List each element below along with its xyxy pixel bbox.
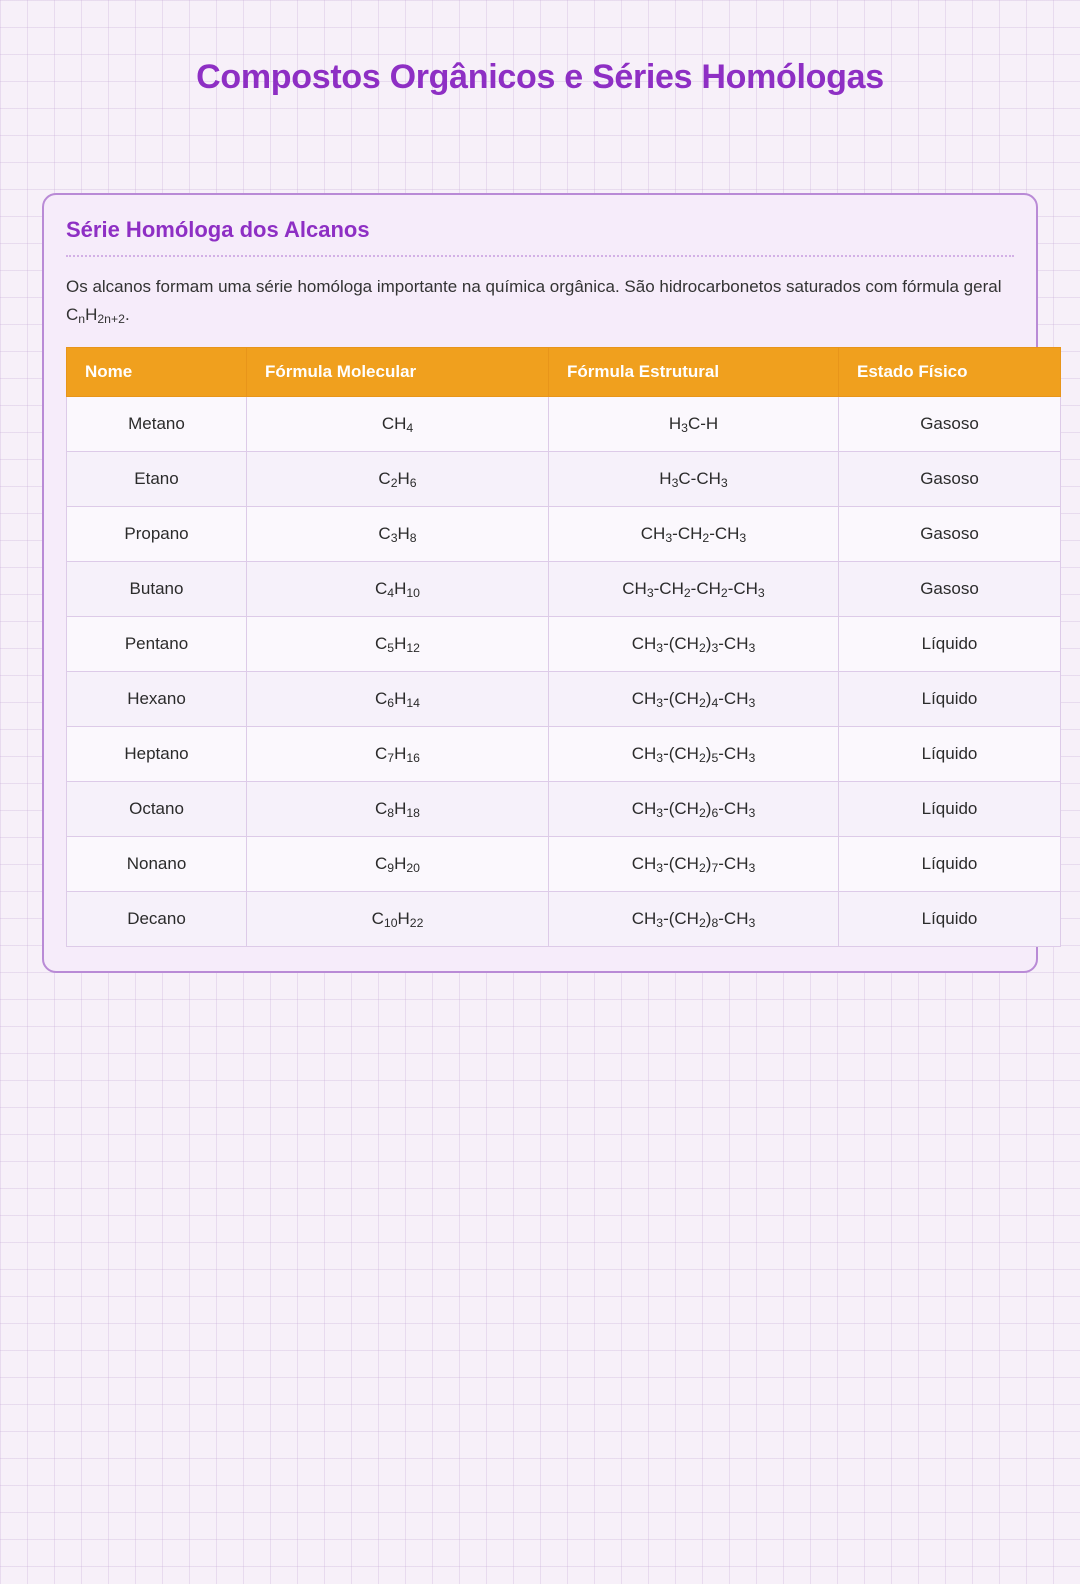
cell-estado-fisico: Líquido	[839, 892, 1061, 947]
cell-nome: Hexano	[67, 672, 247, 727]
cell-estado-fisico: Gasoso	[839, 507, 1061, 562]
cell-nome: Decano	[67, 892, 247, 947]
cell-estado-fisico: Gasoso	[839, 562, 1061, 617]
cell-formula-estrutural: $CH_3-CH_2-CH_2-CH_3$	[549, 562, 839, 617]
cell-formula-estrutural: $H_3C-H$	[549, 397, 839, 452]
cell-nome: Pentano	[67, 617, 247, 672]
table-row	[67, 617, 1061, 672]
cell-nome: Etano	[67, 452, 247, 507]
cell-formula-molecular: $C_{10}H_{22}$	[247, 892, 549, 947]
cell-estado-fisico: Líquido	[839, 727, 1061, 782]
alkane-series-card	[42, 193, 1038, 973]
cell-formula-molecular: $C_7H_{16}$	[247, 727, 549, 782]
cell-estado-fisico: Líquido	[839, 782, 1061, 837]
alkanes-table-body	[67, 397, 1061, 947]
cell-nome: Heptano	[67, 727, 247, 782]
cell-formula-estrutural: $H_3C-CH_3$	[549, 452, 839, 507]
cell-formula-estrutural: $CH_3-(CH_2)_8-CH_3$	[549, 892, 839, 947]
cell-nome: Butano	[67, 562, 247, 617]
column-header-estado-fisico: Estado Físico	[839, 348, 1061, 397]
cell-formula-molecular: $C_5H_{12}$	[247, 617, 549, 672]
card-description: Os alcanos formam uma série homóloga importante na química orgânica. São hidrocarbonetos saturados com fórmula geral $C_nH_{2n+2}$.	[66, 277, 1002, 327]
cell-nome: Octano	[67, 782, 247, 837]
table-row	[67, 892, 1061, 947]
cell-formula-estrutural: $CH_3-(CH_2)_7-CH_3$	[549, 837, 839, 892]
table-row	[67, 452, 1061, 507]
card-title: Série Homóloga dos Alcanos	[66, 217, 370, 242]
column-header-formula-estrutural: Fórmula Estrutural	[549, 348, 839, 397]
cell-nome: Propano	[67, 507, 247, 562]
cell-formula-molecular: $C_8H_{18}$	[247, 782, 549, 837]
table-row	[67, 837, 1061, 892]
cell-formula-molecular: $C_2H_6$	[247, 452, 549, 507]
table-row	[67, 782, 1061, 837]
cell-formula-estrutural: $CH_3-CH_2-CH_3$	[549, 507, 839, 562]
cell-formula-molecular: $C_4H_{10}$	[247, 562, 549, 617]
table-row	[67, 672, 1061, 727]
title-divider	[66, 255, 1014, 257]
column-header-formula-molecular: Fórmula Molecular	[247, 348, 549, 397]
cell-formula-estrutural: $CH_3-(CH_2)_4-CH_3$	[549, 672, 839, 727]
cell-formula-estrutural: $CH_3-(CH_2)_3-CH_3$	[549, 617, 839, 672]
cell-formula-molecular: $C_3H_8$	[247, 507, 549, 562]
cell-estado-fisico: Gasoso	[839, 452, 1061, 507]
cell-formula-molecular: $C_6H_{14}$	[247, 672, 549, 727]
cell-formula-estrutural: $CH_3-(CH_2)_5-CH_3$	[549, 727, 839, 782]
cell-estado-fisico: Gasoso	[839, 397, 1061, 452]
cell-formula-molecular: $C_9H_{20}$	[247, 837, 549, 892]
cell-formula-molecular: $CH_4$	[247, 397, 549, 452]
cell-estado-fisico: Líquido	[839, 837, 1061, 892]
table-row	[67, 507, 1061, 562]
table-row	[67, 397, 1061, 452]
table-row	[67, 727, 1061, 782]
cell-nome: Metano	[67, 397, 247, 452]
cell-estado-fisico: Líquido	[839, 617, 1061, 672]
page-title: Compostos Orgânicos e Séries Homólogas	[196, 58, 884, 96]
table-row	[67, 562, 1061, 617]
alkanes-table	[66, 347, 1061, 947]
cell-nome: Nonano	[67, 837, 247, 892]
cell-estado-fisico: Líquido	[839, 672, 1061, 727]
cell-formula-estrutural: $CH_3-(CH_2)_6-CH_3$	[549, 782, 839, 837]
table-header-row	[67, 348, 1061, 397]
column-header-nome: Nome	[67, 348, 247, 397]
